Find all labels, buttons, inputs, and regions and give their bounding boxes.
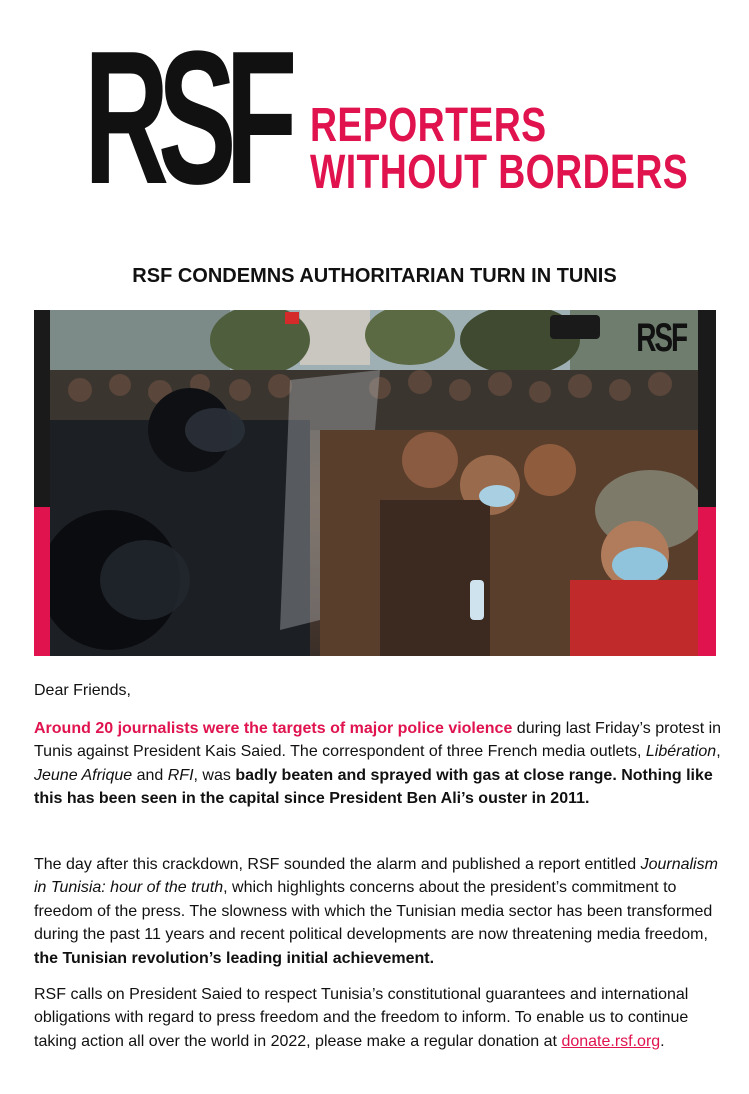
outlet-liberation: Libération bbox=[645, 743, 717, 761]
protest-photo bbox=[34, 310, 716, 656]
paragraph-2 bbox=[34, 853, 724, 970]
highlight-text: Around 20 journalists were the targets of major police violence bbox=[34, 720, 513, 737]
page-title: RSF CONDEMNS AUTHORITARIAN TURN IN TUNIS bbox=[132, 265, 617, 287]
outlet-rfi: RFI bbox=[167, 766, 194, 784]
p3-text-1: RSF calls on President Saied to respect Tunisia’s constitutional guarantees and international obligations with regard to press freedom and the freedom to inform. To enable us to continue taking action all over the world in 2022, please make a regular donation at bbox=[34, 986, 689, 1050]
donate-link[interactable]: donate.rsf.org bbox=[561, 1032, 661, 1050]
logo-line-1: REPORTERS bbox=[310, 99, 547, 152]
report-title: Journalism in Tunisia: hour of the truth bbox=[34, 856, 718, 897]
p1-sep-1: , bbox=[716, 743, 721, 761]
protest-photo-illustration bbox=[50, 310, 698, 656]
p2-text-1: The day after this crackdown, RSF sounded the alarm and published a report entitled bbox=[34, 856, 641, 873]
p3-text-2: . bbox=[660, 1032, 665, 1050]
photo-pink-band-left bbox=[34, 507, 50, 656]
p1-sep-2: and bbox=[132, 766, 168, 784]
logo-mark: RSF bbox=[84, 42, 287, 194]
outlet-jeune-afrique: Jeune Afrique bbox=[34, 766, 133, 784]
paragraph-1 bbox=[34, 717, 724, 811]
rsf-logo bbox=[84, 42, 689, 199]
photo-scene bbox=[50, 310, 698, 656]
greeting: Dear Friends, bbox=[34, 682, 131, 699]
logo-line-2: WITHOUT BORDERS bbox=[310, 146, 689, 199]
photo-watermark: RSF bbox=[636, 316, 686, 360]
paragraph-3 bbox=[34, 983, 724, 1053]
photo-pink-band-right bbox=[698, 507, 716, 656]
p2-text-2: , which highlights concerns about the president’s commitment to freedom of the press. The slowness with which the Tunisian media sector has been transformed during the past 11 years and recent political developments are now threatening media freedom, bbox=[34, 879, 713, 944]
p1-bold: badly beaten and sprayed with gas at close range. Nothing like this has been seen in the capital since President Ben Ali’s ouster in 2011. bbox=[34, 766, 713, 808]
p2-bold: the Tunisian revolution’s leading initial achievement. bbox=[34, 949, 435, 967]
p1-text-2: , was bbox=[193, 766, 236, 784]
logo-mark-box bbox=[84, 42, 300, 194]
p1-text-1: during last Friday’s protest in Tunis against President Kais Saied. The correspondent of three French media outlets, bbox=[34, 720, 722, 761]
